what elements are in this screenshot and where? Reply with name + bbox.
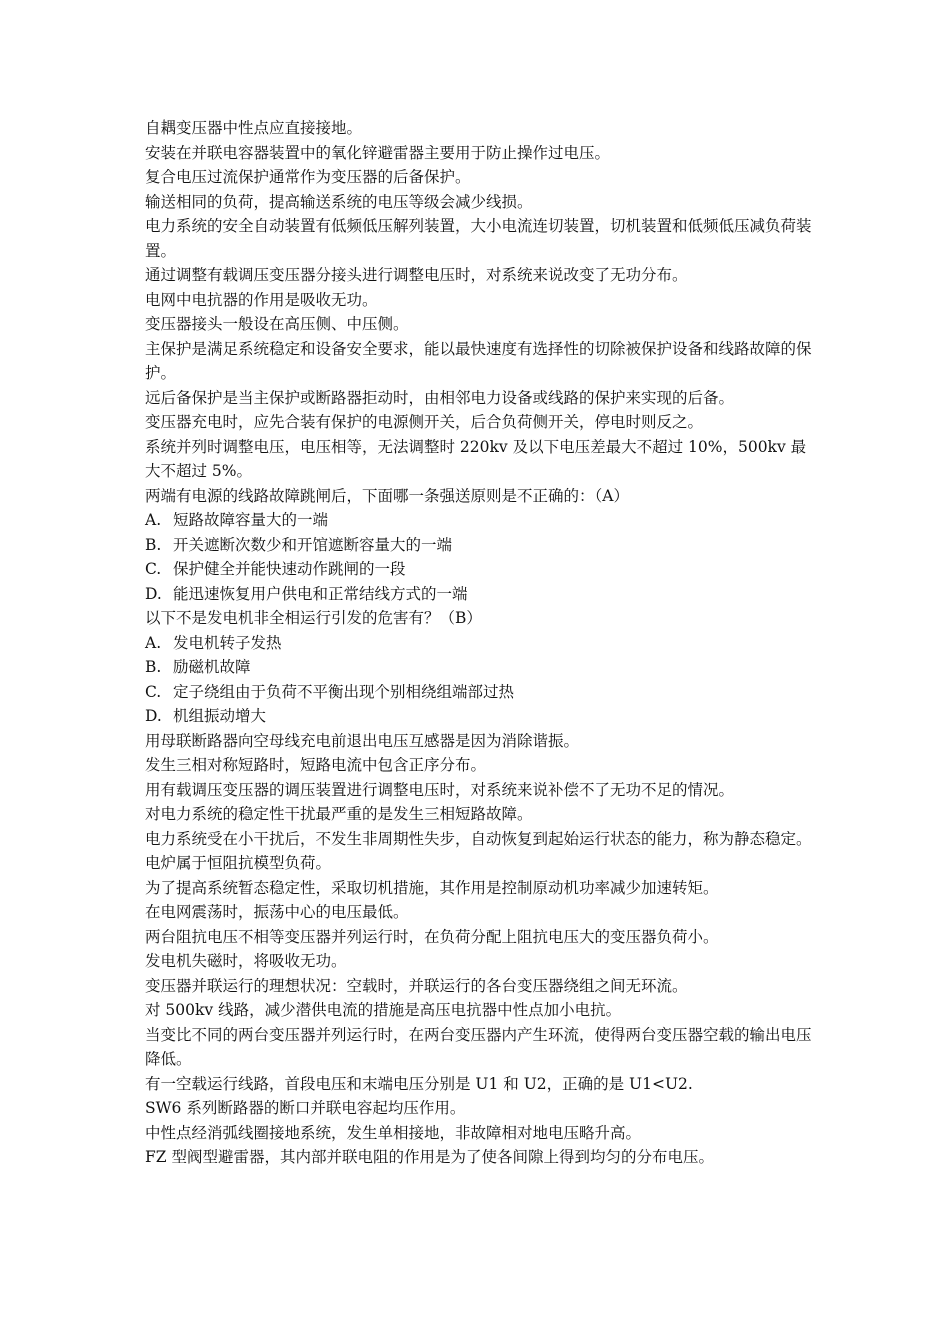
text-line: 为了提高系统暂态稳定性，采取切机措施，其作用是控制原动机功率减少加速转矩。 <box>145 878 719 897</box>
text-line: 对 500kv 线路，减少潜供电流的措施是高压电抗器中性点加小电抗。 <box>145 1001 622 1019</box>
text-line: 在电网震荡时，振荡中心的电压最低。 <box>145 903 409 921</box>
question-1-option-d <box>145 582 813 607</box>
document-body <box>145 116 813 1170</box>
text-line: 两台阻抗电压不相等变压器并列运行时，在负荷分配上阻抗电压大的变压器负荷小。 <box>145 927 719 946</box>
text-line: 中性点经消弧线圈接地系统，发生单相接地，非故障相对地电压略升高。 <box>145 1123 642 1142</box>
text-line: 系统并列时调整电压，电压相等，无法调整时 220kv 及以下电压差最大不超过 10%，500kv 最大不超过 5%。 <box>145 437 807 480</box>
option-letter: D. <box>145 584 162 603</box>
question-2-option-d <box>145 704 813 729</box>
text-line: 变压器充电时，应先合装有保护的电源侧开关，后合负荷侧开关，停电时则反之。 <box>145 413 704 431</box>
text-line: 对电力系统的稳定性干扰最严重的是发生三相短路故障。 <box>145 805 533 823</box>
text-line: 远后备保护是当主保护或断路器拒动时，由相邻电力设备或线路的保护来实现的后备。 <box>145 388 735 407</box>
option-letter: A. <box>145 511 162 529</box>
text-line: 当变比不同的两台变压器并列运行时，在两台变压器内产生环流，使得两台变压器空载的输出电压降低。 <box>145 1025 812 1068</box>
option-text: 定子绕组由于负荷不平衡出现个别相绕组端部过热 <box>173 682 515 701</box>
option-text: 开关遮断次数少和开馆遮断容量大的一端 <box>173 535 453 554</box>
option-text: 能迅速恢复用户供电和正常结线方式的一端 <box>173 584 468 603</box>
option-text: 短路故障容量大的一端 <box>173 511 329 529</box>
question-1-option-c <box>145 557 813 582</box>
text-line: 发生三相对称短路时，短路电流中包含正序分布。 <box>145 756 487 774</box>
option-text: 机组振动增大 <box>173 707 267 725</box>
question-1-option-a <box>145 508 813 533</box>
text-line: 用有载调压变压器的调压装置进行调整电压时，对系统来说补偿不了无功不足的情况。 <box>145 780 735 799</box>
text-line: 主保护是满足系统稳定和设备安全要求，能以最快速度有选择性的切除被保护设备和线路故障的保护。 <box>145 339 812 382</box>
text-line: 电力系统受在小干扰后，不发生非周期性失步，自动恢复到起始运行状态的能力，称为静态稳定。 <box>145 829 812 848</box>
text-line: 电网中电抗器的作用是吸收无功。 <box>145 290 378 309</box>
question-2-option-a <box>145 631 813 656</box>
question-1-option-b <box>145 533 813 558</box>
option-letter: A. <box>145 633 162 652</box>
text-line: 用母联断路器向空母线充电前退出电压互感器是因为消除谐振。 <box>145 731 580 750</box>
question-2: 以下不是发电机非全相运行引发的危害有？（B） <box>145 609 482 627</box>
text-line: 通过调整有载调压变压器分接头进行调整电压时，对系统来说改变了无功分布。 <box>145 266 688 284</box>
text-line: 变压器接头一般设在高压侧、中压侧。 <box>145 315 409 333</box>
option-letter: D. <box>145 707 162 725</box>
text-line: 电力系统的安全自动装置有低频低压解列装置，大小电流连切装置，切机装置和低频低压减负荷装置。 <box>145 217 812 260</box>
text-line: 复合电压过流保护通常作为变压器的后备保护。 <box>145 168 471 186</box>
text-line: 输送相同的负荷，提高输送系统的电压等级会减少线损。 <box>145 192 533 211</box>
text-line: 变压器并联运行的理想状况：空载时，并联运行的各台变压器绕组之间无环流。 <box>145 976 688 995</box>
question-2-option-c <box>145 680 813 705</box>
question-2-option-b <box>145 655 813 680</box>
option-text: 发电机转子发热 <box>173 633 282 652</box>
text-line: 有一空载运行线路，首段电压和末端电压分别是 U1 和 U2，正确的是 U1<U2. <box>145 1074 693 1093</box>
text-line: 发电机失磁时，将吸收无功。 <box>145 952 347 970</box>
option-letter: C. <box>145 560 162 578</box>
option-text: 保护健全并能快速动作跳闸的一段 <box>173 560 406 578</box>
text-line: SW6 系列断路器的断口并联电容起均压作用。 <box>145 1099 466 1117</box>
option-letter: B. <box>145 535 162 554</box>
question-1: 两端有电源的线路故障跳闸后，下面哪一条强送原则是不正确的：（A） <box>145 486 629 505</box>
text-line: 电炉属于恒阻抗模型负荷。 <box>145 854 332 872</box>
option-letter: C. <box>145 682 162 701</box>
text-line: 自耦变压器中性点应直接接地。 <box>145 119 363 137</box>
text-line: 安装在并联电容器装置中的氧化锌避雷器主要用于防止操作过电压。 <box>145 143 611 162</box>
text-line: FZ 型阀型避雷器，其内部并联电阻的作用是为了使各间隙上得到均匀的分布电压。 <box>145 1148 714 1166</box>
option-letter: B. <box>145 658 162 676</box>
option-text: 励磁机故障 <box>173 658 251 676</box>
